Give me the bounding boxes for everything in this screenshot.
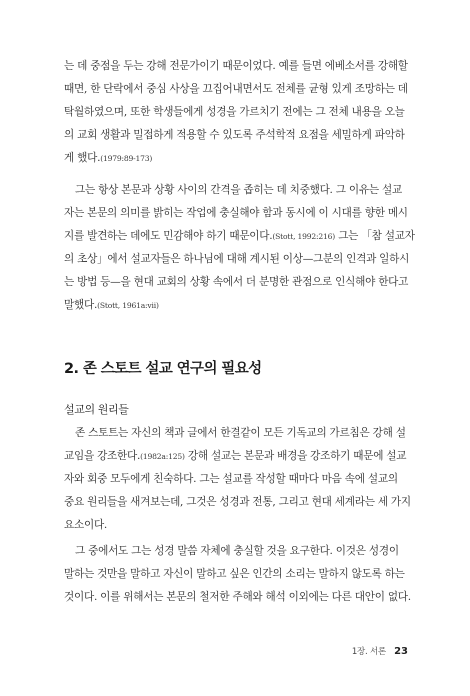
- text-line: 의 교회 생활과 밀접하게 적용할 수 있도록 주석학적 요점을 세밀하게 파악하: [64, 129, 405, 142]
- text-line: 는 데 중점을 두는 강해 전문가이기 때문이었다. 예를 들면 에베소서를 강해할: [64, 60, 408, 72]
- text-line: 때면, 한 단락에서 중심 사상을 끄집어내면서도 전체를 균형 있게 조망하는 데: [64, 83, 408, 96]
- paragraph-bridging-text-context: [64, 179, 416, 318]
- citation: (Stott, 1992:216): [272, 232, 336, 242]
- text-line: 는 방법 등—을 현대 교회의 상황 속에서 더 분명한 관점으로 인식해야 한다고: [64, 276, 409, 289]
- text-line: 것이다. 이를 위해서는 본문의 철저한 주해와 해석 이외에는 다른 대안이 없다.: [64, 591, 411, 604]
- paragraph-faithful-to-scripture: [64, 540, 416, 609]
- text-line: 말하는 것만을 말하고 자신이 말하고 싶은 인간의 소리는 말하지 않도록 하는: [64, 568, 405, 581]
- text-line: 중요 원리들을 새겨보는데, 그것은 성경과 전통, 그리고 현대 세계라는 세 가지: [64, 496, 411, 509]
- text-line: 요소이다.: [64, 519, 108, 532]
- text-line: 자는 본문의 의미를 밝히는 작업에 충실해야 함과 동시에 이 시대를 향한 메시: [64, 207, 408, 220]
- text-fragment: 교임을 강조한다.: [64, 450, 141, 463]
- text-line: 그는 항상 본문과 상황 사이의 간격을 좁히는 데 치중했다. 그 이유는 설교: [75, 184, 402, 196]
- text-fragment: 말했다.: [64, 299, 98, 312]
- text-line: 자와 회중 모두에게 친숙하다. 그는 설교를 작성할 때마다 마음 속에 설교의: [64, 473, 398, 486]
- text-fragment: 그는 「참 설교자: [335, 230, 415, 243]
- page-number: 23: [394, 646, 408, 657]
- citation: (1979:89-173): [100, 154, 153, 164]
- text-line: [64, 225, 416, 248]
- text-fragment: 지를 발견하는 데에도 민감해야 하기 때문이다.: [64, 230, 273, 243]
- text-line: [64, 294, 416, 317]
- text-line: 탁월하였으며, 또한 학생들에게 성경을 가르치기 전에는 그 전체 내용을 오늘: [64, 106, 405, 119]
- paragraph-stott-expository-teacher: [64, 55, 416, 170]
- section-heading: 2. 존 스토트 설교 연구의 필요성: [64, 361, 262, 377]
- text-line: [64, 147, 416, 170]
- text-line: 그 중에서도 그는 성경 말씀 자체에 충실할 것을 요구한다. 이것은 성경이: [75, 545, 399, 557]
- paragraph-preaching-principles: [64, 422, 416, 537]
- text-line: 존 스토트는 자신의 책과 글에서 한결같이 모든 기독교의 가르침은 강해 설: [75, 427, 406, 439]
- text-line: [64, 445, 416, 468]
- page-footer: [352, 645, 408, 657]
- citation: (1982a:125): [140, 452, 185, 462]
- citation: (Stott, 1961a:vii): [97, 301, 159, 311]
- text-fragment: 강해 설교는 본문과 배경을 강조하기 때문에 설교: [184, 450, 407, 463]
- chapter-label: 1장. 서론: [351, 647, 387, 657]
- text-fragment: 게 했다.: [64, 152, 101, 165]
- subsection-heading: 설교의 원리들: [64, 403, 129, 416]
- text-line: 의 초상」에서 설교자들은 하나님에 대해 계시된 이상—그분의 인격과 일하시: [64, 253, 410, 266]
